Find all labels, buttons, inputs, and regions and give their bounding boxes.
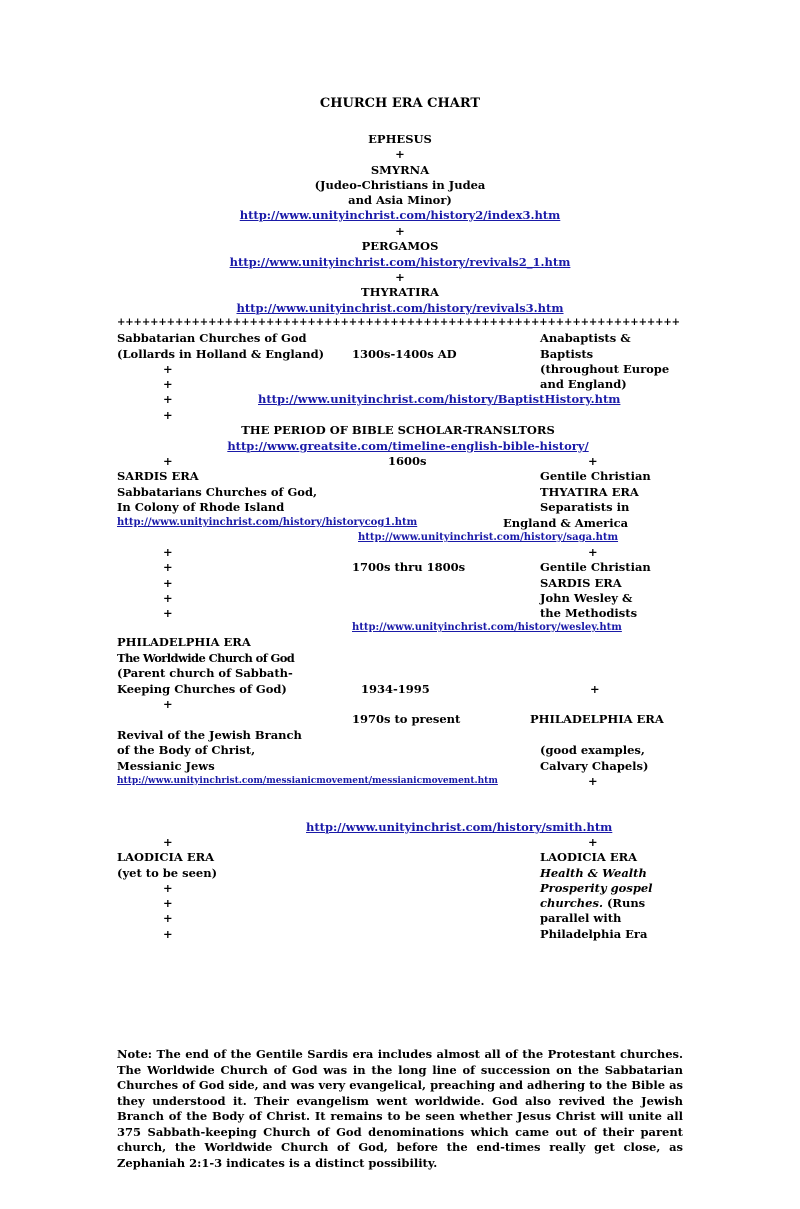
plus-marker: + bbox=[163, 545, 173, 559]
plus-marker: + bbox=[163, 881, 173, 895]
philadelphia-era-label: Philadelphia Era bbox=[540, 927, 648, 941]
parallel-label: parallel with bbox=[540, 911, 622, 925]
plus-marker: + bbox=[163, 560, 173, 574]
link-smyrna-history[interactable]: http://www.unityinchrist.com/history2/index3.htm bbox=[239, 208, 561, 222]
smyrna-description: (Judeo-Christians in Judea bbox=[314, 178, 486, 192]
era-sardis: SARDIS ERA bbox=[117, 469, 199, 483]
lollards-label: (Lollards in Holland & England) bbox=[117, 347, 325, 361]
parent-church-label: Keeping Churches of God) bbox=[117, 682, 287, 696]
era-laodicia: LAODICIA ERA bbox=[117, 850, 215, 864]
plus-marker: + bbox=[163, 576, 173, 590]
translators-heading: THE PERIOD OF BIBLE SCHOLAR-TRANSLTORS bbox=[241, 423, 555, 437]
link-history-cog[interactable]: http://www.unityinchrist.com/history/historycog1.htm bbox=[117, 517, 418, 528]
era-smyrna: SMYRNA bbox=[370, 163, 430, 177]
plus-marker: + bbox=[163, 697, 173, 711]
separatists-region: England & America bbox=[503, 516, 629, 530]
date-1300s: 1300s-1400s AD bbox=[352, 347, 457, 361]
sabbatarian-heading: Sabbatarian Churches of God bbox=[117, 331, 307, 345]
era-sardis-gentile: SARDIS ERA bbox=[540, 576, 622, 590]
plus-marker: + bbox=[163, 896, 173, 910]
era-laodicia-gentile: LAODICIA ERA bbox=[540, 850, 638, 864]
link-wesley[interactable]: http://www.unityinchrist.com/history/wesley.htm bbox=[352, 622, 622, 633]
plus-separator: + bbox=[395, 270, 405, 284]
plus-marker: + bbox=[163, 408, 173, 422]
plus-separator: + bbox=[395, 224, 405, 238]
prosperity-gospel-label: Prosperity gospel bbox=[540, 881, 653, 895]
era-philadelphia: PHILADELPHIA ERA bbox=[117, 635, 251, 649]
yet-to-be-seen-label: (yet to be seen) bbox=[117, 866, 218, 880]
good-examples-label: (good examples, bbox=[540, 743, 645, 757]
era-philadelphia-gentile: PHILADELPHIA ERA bbox=[530, 712, 664, 726]
plus-separator: + bbox=[395, 147, 405, 161]
plus-marker: + bbox=[588, 774, 598, 788]
churches-word: churches. bbox=[540, 896, 603, 910]
separatists-label: Separatists in bbox=[540, 500, 630, 514]
plus-marker: + bbox=[588, 545, 598, 559]
jewish-branch-label: of the Body of Christ, bbox=[117, 743, 256, 757]
era-thyatira-gentile: THYATIRA ERA bbox=[540, 485, 639, 499]
date-1700s: 1700s thru 1800s bbox=[352, 560, 466, 574]
gentile-christian-label: Gentile Christian bbox=[540, 560, 651, 574]
methodists-label: the Methodists bbox=[540, 606, 638, 620]
plus-marker: + bbox=[163, 362, 173, 376]
plus-marker: + bbox=[163, 392, 173, 406]
link-smith[interactable]: http://www.unityinchrist.com/history/smith.htm bbox=[306, 820, 613, 834]
runs-word: (Runs bbox=[602, 896, 646, 910]
worldwide-church-label: The Worldwide Church of God bbox=[117, 651, 295, 665]
jewish-branch-label: Revival of the Jewish Branch bbox=[117, 728, 302, 742]
sardis-sabbatarians: Sabbatarians Churches of God, bbox=[117, 485, 318, 499]
link-messianic-movement[interactable]: http://www.unityinchrist.com/messianicmovement/messianicmovement.htm bbox=[117, 776, 498, 786]
plus-marker: + bbox=[163, 454, 173, 468]
plus-marker: + bbox=[588, 454, 598, 468]
page-title: CHURCH ERA CHART bbox=[319, 96, 481, 111]
link-bible-timeline[interactable]: http://www.greatsite.com/timeline-english-bible-history/ bbox=[227, 439, 589, 453]
era-ephesus: EPHESUS bbox=[368, 132, 432, 146]
messianic-jews-label: Messianic Jews bbox=[117, 759, 215, 773]
plus-marker: + bbox=[163, 835, 173, 849]
plus-marker: + bbox=[163, 911, 173, 925]
plus-divider-row: ++++++++++++++++++++++++++++++++++++++++++++++++++++++++++++++++++++ bbox=[117, 317, 680, 328]
plus-marker: + bbox=[163, 927, 173, 941]
gentile-christian-label: Gentile Christian bbox=[540, 469, 651, 483]
calvary-chapels-label: Calvary Chapels) bbox=[540, 759, 649, 773]
sardis-rhode-island: In Colony of Rhode Island bbox=[117, 500, 285, 514]
health-wealth-label: Health & Wealth bbox=[540, 866, 647, 880]
era-pergamos: PERGAMOS bbox=[361, 239, 439, 253]
baptists-region: (throughout Europe bbox=[540, 362, 670, 376]
date-1600s: 1600s bbox=[388, 454, 427, 468]
plus-marker: + bbox=[163, 606, 173, 620]
plus-marker: + bbox=[588, 835, 598, 849]
link-pergamos-history[interactable]: http://www.unityinchrist.com/history/revivals2_1.htm bbox=[229, 255, 571, 269]
smyrna-description: and Asia Minor) bbox=[348, 193, 452, 207]
date-1934: 1934-1995 bbox=[361, 682, 430, 696]
link-saga[interactable]: http://www.unityinchrist.com/history/saga.htm bbox=[358, 532, 619, 543]
date-1970s: 1970s to present bbox=[352, 712, 461, 726]
footnote: Note: The end of the Gentile Sardis era includes almost all of the Protestant churches. The Worldwide Church of God was in the long line of succession on the Sabbatarian Churches of God side, and was very evangelical, preaching and adhering to the Bible as they understood it. Their evangelism went worldwide. God also revived the Jewish Branch of the Body of Christ. It remains to be seen whether Jesus Christ will unite all 375 Sabbath-keeping Church of God denominations which came out of their parent church, the Worldwide Church of God, before the end-times really get close, as Zephaniah 2:1-3 indicates is a distinct possibility. bbox=[117, 1047, 683, 1170]
anabaptists-label: Anabaptists & bbox=[540, 331, 631, 345]
baptists-label: Baptists bbox=[540, 347, 594, 361]
plus-marker: + bbox=[163, 377, 173, 391]
plus-marker: + bbox=[163, 591, 173, 605]
baptists-region: and England) bbox=[540, 377, 627, 391]
churches-runs-label bbox=[540, 896, 645, 910]
link-baptist-history[interactable]: http://www.unityinchrist.com/history/BaptistHistory.htm bbox=[258, 392, 621, 406]
wesley-label: John Wesley & bbox=[540, 591, 633, 605]
parent-church-label: (Parent church of Sabbath- bbox=[117, 666, 293, 680]
link-thyratira-history[interactable]: http://www.unityinchrist.com/history/revivals3.htm bbox=[236, 301, 564, 315]
era-thyratira: THYRATIRA bbox=[361, 285, 439, 299]
plus-marker: + bbox=[590, 682, 600, 696]
